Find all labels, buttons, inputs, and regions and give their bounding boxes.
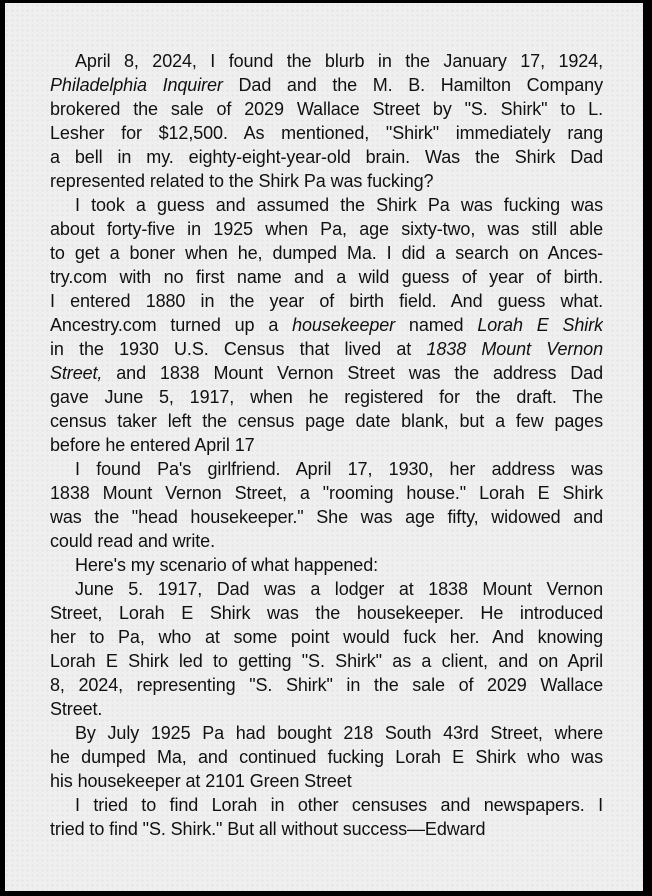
text-line: [50, 481, 603, 505]
text-line: [50, 337, 603, 361]
text-segment: gave June 5, 1917, when he registered for the draft. The: [50, 387, 603, 407]
text-line: [50, 553, 603, 577]
text-segment: Street, Lorah E Shirk was the housekeeper. He introduced: [50, 603, 603, 623]
text-line: [50, 577, 603, 601]
text-line: [50, 97, 603, 121]
text-line: [50, 673, 603, 697]
text-line: [50, 313, 603, 337]
text-segment: about forty-five in 1925 when Pa, age sixty-two, was still able: [50, 219, 603, 239]
text-segment: I tried to find Lorah in other censuses and newspapers. I: [75, 795, 603, 815]
text-segment: Ancestry.com turned up a: [50, 315, 293, 335]
text-line: [50, 49, 603, 73]
text-line: [50, 409, 603, 433]
paragraph: [50, 49, 603, 193]
text-segment: I found Pa's girlfriend. April 17, 1930, her address was: [75, 459, 603, 479]
page-text: [50, 3, 603, 841]
text-line: [50, 145, 603, 169]
text-line: [50, 289, 603, 313]
paragraph: [50, 193, 603, 457]
text-segment: represented related to the Shirk Pa was fucking?: [50, 171, 434, 191]
text-segment: census taker left the census page date blank, but a few pages: [50, 411, 603, 431]
italic-text: Lorah E Shirk: [477, 315, 603, 335]
text-segment: June 5. 1917, Dad was a lodger at 1838 Mount Vernon: [75, 579, 603, 599]
paragraph: [50, 553, 603, 577]
text-line: [50, 169, 603, 193]
text-line: [50, 121, 603, 145]
paragraph: [50, 793, 603, 841]
italic-text: Street,: [50, 363, 103, 383]
paragraph: [50, 577, 603, 721]
text-line: [50, 601, 603, 625]
text-segment: Here's my scenario of what happened:: [75, 555, 379, 575]
text-line: [50, 433, 603, 457]
text-segment: By July 1925 Pa had bought 218 South 43rd Street, where: [75, 723, 603, 743]
text-line: [50, 457, 603, 481]
text-segment: I entered 1880 in the year of birth field. And guess what.: [50, 291, 603, 311]
text-line: [50, 625, 603, 649]
text-segment: 1838 Mount Vernon Street, a "rooming house." Lorah E Shirk: [50, 483, 603, 503]
text-segment: and 1838 Mount Vernon Street was the address Dad: [102, 363, 603, 383]
text-line: [50, 769, 603, 793]
text-line: [50, 505, 603, 529]
text-segment: was the "head housekeeper." She was age fifty, widowed and: [50, 507, 603, 527]
text-segment: his housekeeper at 2101 Green Street: [50, 771, 352, 791]
text-line: [50, 721, 603, 745]
italic-text: housekeeper: [292, 315, 396, 335]
text-line: [50, 241, 603, 265]
text-line: [50, 385, 603, 409]
text-line: [50, 529, 603, 553]
text-line: [50, 649, 603, 673]
text-line: [50, 697, 603, 721]
text-segment: Lorah E Shirk led to getting "S. Shirk" as a client, and on April: [50, 651, 603, 671]
text-line: [50, 217, 603, 241]
text-segment: he dumped Ma, and continued fucking Lorah E Shirk who was: [50, 747, 603, 767]
text-line: [50, 793, 603, 817]
text-segment: her to Pa, who at some point would fuck her. And knowing: [50, 627, 603, 647]
text-line: [50, 745, 603, 769]
text-segment: named: [395, 315, 478, 335]
text-segment: Lesher for $12,500. As mentioned, "Shirk" immediately rang: [50, 123, 603, 143]
text-segment: tried to find "S. Shirk." But all without success—Edward: [50, 819, 486, 839]
italic-text: 1838 Mount Vernon: [426, 339, 603, 359]
text-line: [50, 73, 603, 97]
text-segment: before he entered April 17: [50, 435, 255, 455]
paragraph: [50, 721, 603, 793]
text-segment: a bell in my. eighty-eight-year-old brain. Was the Shirk Dad: [50, 147, 603, 167]
text-segment: brokered the sale of 2029 Wallace Street by "S. Shirk" to L.: [50, 99, 603, 119]
text-segment: could read and write.: [50, 531, 215, 551]
text-segment: April 8, 2024, I found the blurb in the January 17, 1924,: [75, 51, 603, 71]
text-segment: 8, 2024, representing "S. Shirk" in the sale of 2029 Wallace: [50, 675, 603, 695]
text-segment: Dad and the M. B. Hamilton Company: [222, 75, 603, 95]
text-segment: in the 1930 U.S. Census that lived at: [50, 339, 427, 359]
text-segment: try.com with no first name and a wild guess of year of birth.: [50, 267, 603, 287]
text-segment: Street.: [50, 699, 103, 719]
text-line: [50, 265, 603, 289]
text-segment: I took a guess and assumed the Shirk Pa was fucking was: [75, 195, 603, 215]
text-line: [50, 361, 603, 385]
text-line: [50, 193, 603, 217]
text-line: [50, 817, 603, 841]
italic-text: Philadelphia Inquirer: [50, 75, 223, 95]
paragraph: [50, 457, 603, 553]
text-segment: to get a boner when he, dumped Ma. I did a search on Ances-: [50, 243, 603, 263]
